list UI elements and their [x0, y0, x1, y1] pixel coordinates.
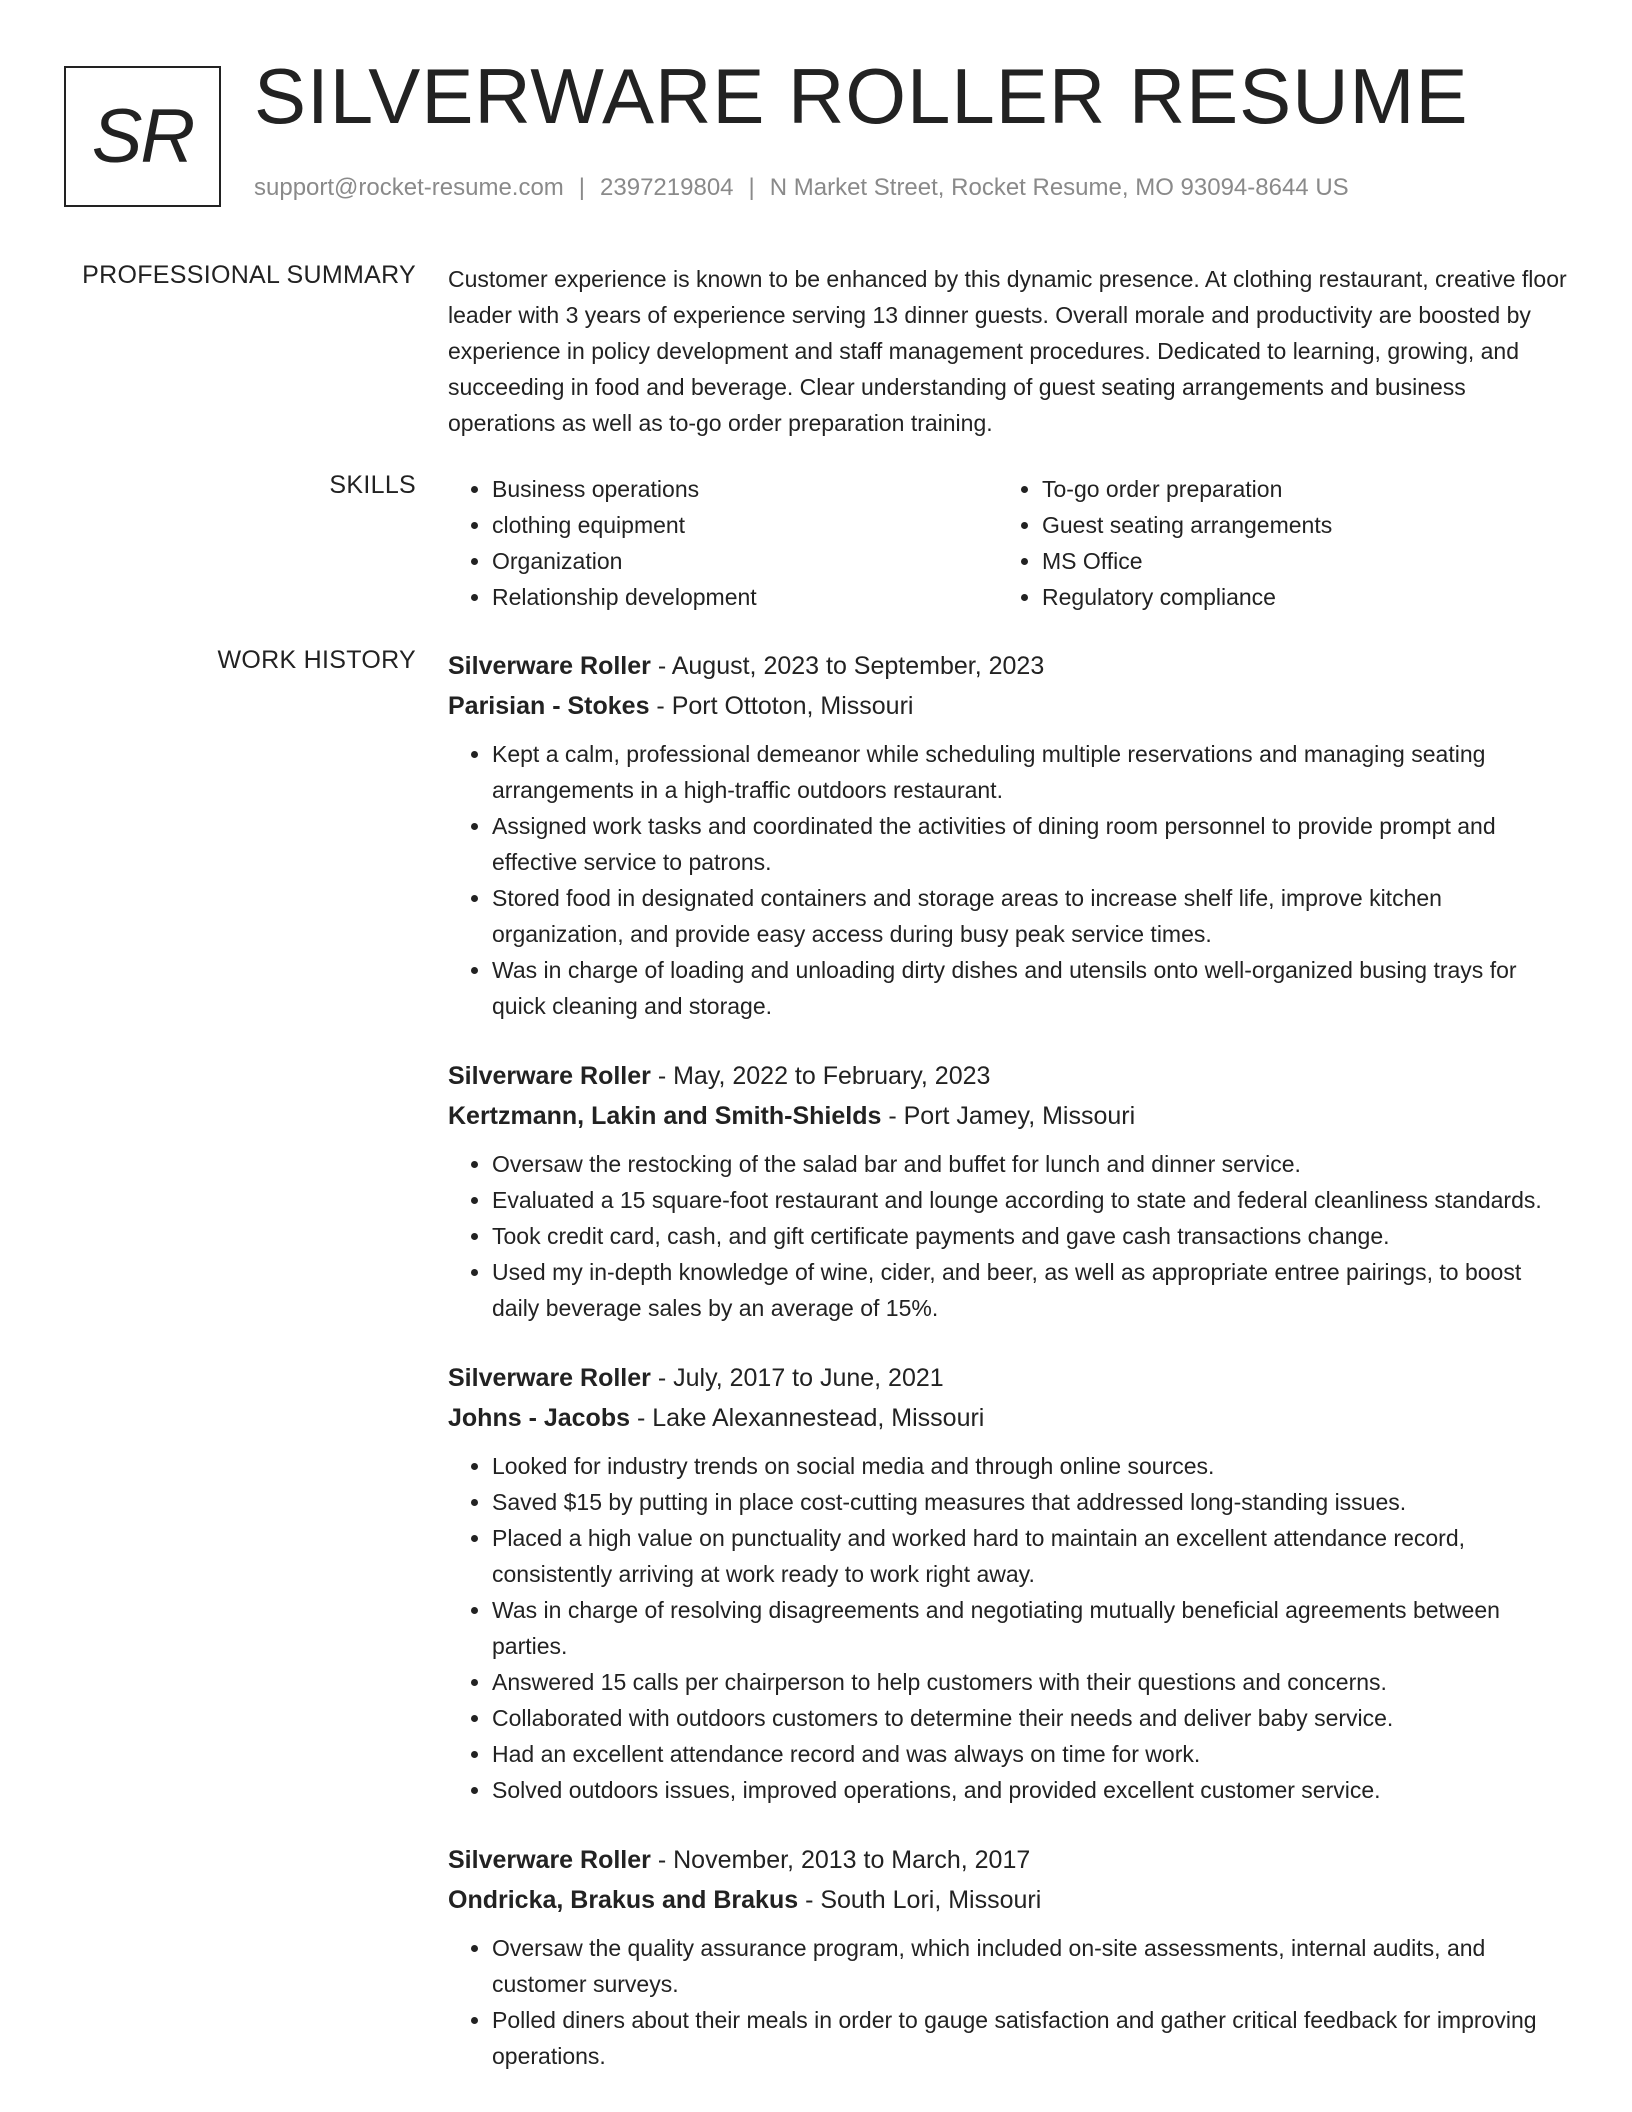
- job-company: Johns - Jacobs: [448, 1404, 630, 1432]
- skill-item: • MS Office: [1042, 543, 1548, 579]
- job-title: Silverware Roller: [448, 652, 651, 680]
- contact-address: N Market Street, Rocket Resume, MO 93094-8644 US: [769, 174, 1349, 201]
- job-dates: - May, 2022 to February, 2023: [650, 1062, 991, 1090]
- job-title: Silverware Roller: [448, 1364, 651, 1392]
- skill-item: • Relationship development: [492, 579, 998, 615]
- job-entry: [448, 646, 1568, 1024]
- job-bullet: • Looked for industry trends on social media and through online sources.: [492, 1448, 1568, 1484]
- job-bullet: • Oversaw the restocking of the salad bar and buffet for lunch and dinner service.: [492, 1146, 1568, 1182]
- job-bullet: • Solved outdoors issues, improved operations, and provided excellent customer service.: [492, 1772, 1568, 1808]
- skills-column-right: [998, 471, 1548, 615]
- job-bullet: • Evaluated a 15 square-foot restaurant and lounge according to state and federal cleanliness standards.: [492, 1182, 1568, 1218]
- job-bullets: [448, 1930, 1568, 2074]
- contact-separator: |: [748, 174, 755, 201]
- job-bullet: • Was in charge of loading and unloading dirty dishes and utensils onto well-organized busing trays for quick cleaning and storage.: [492, 952, 1568, 1024]
- job-bullet: • Collaborated with outdoors customers to determine their needs and deliver baby service.: [492, 1700, 1568, 1736]
- job-entry: [448, 1840, 1568, 2074]
- job-title-line: [448, 646, 1568, 686]
- job-bullet: • Kept a calm, professional demeanor while scheduling multiple reservations and managing seating arrangements in a high-traffic outdoors restaurant.: [492, 736, 1568, 808]
- job-company-line: [448, 1880, 1568, 1920]
- skill-item: • To-go order preparation: [1042, 471, 1548, 507]
- job-dates: - November, 2013 to March, 2017: [650, 1846, 1031, 1874]
- contact-separator: |: [578, 174, 586, 201]
- skill-item: • Regulatory compliance: [1042, 579, 1548, 615]
- work-history-heading: WORK HISTORY: [217, 646, 416, 674]
- job-bullets: [448, 736, 1568, 1024]
- summary-heading: PROFESSIONAL SUMMARY: [82, 261, 416, 289]
- job-bullets: [448, 1146, 1568, 1326]
- job-company: Kertzmann, Lakin and Smith-Shields: [448, 1102, 882, 1130]
- skill-item: • clothing equipment: [492, 507, 998, 543]
- job-dates: - July, 2017 to June, 2021: [650, 1364, 944, 1392]
- job-location: - Port Ottoton, Missouri: [649, 692, 914, 720]
- job-bullet: • Took credit card, cash, and gift certificate payments and gave cash transactions change.: [492, 1218, 1568, 1254]
- job-bullet: • Placed a high value on punctuality and worked hard to maintain an excellent attendance record, consistently arriving at work ready to work right away.: [492, 1520, 1568, 1592]
- job-company-line: [448, 686, 1568, 726]
- job-bullet: • Stored food in designated containers and storage areas to increase shelf life, improve kitchen organization, and provide easy access during busy peak service times.: [492, 880, 1568, 952]
- job-bullet: • Used my in-depth knowledge of wine, cider, and beer, as well as appropriate entree pairings, to boost daily beverage sales by an average of 15%.: [492, 1254, 1568, 1326]
- job-title: Silverware Roller: [448, 1846, 651, 1874]
- job-bullet: • Had an excellent attendance record and was always on time for work.: [492, 1736, 1568, 1772]
- job-location: - Lake Alexannestead, Missouri: [630, 1404, 985, 1432]
- job-location: - South Lori, Missouri: [798, 1886, 1042, 1914]
- job-bullet: • Polled diners about their meals in order to gauge satisfaction and gather critical feedback for improving operations.: [492, 2002, 1568, 2074]
- job-title-line: [448, 1358, 1568, 1398]
- job-entry: [448, 1056, 1568, 1326]
- work-history-list: [448, 646, 1568, 2106]
- job-dates: - August, 2023 to September, 2023: [650, 652, 1045, 680]
- job-bullet: • Assigned work tasks and coordinated the activities of dining room personnel to provide prompt and effective service to patrons.: [492, 808, 1568, 880]
- job-bullet: • Answered 15 calls per chairperson to help customers with their questions and concerns.: [492, 1664, 1568, 1700]
- skill-item: • Guest seating arrangements: [1042, 507, 1548, 543]
- resume-title: SILVERWARE ROLLER RESUME: [254, 52, 1469, 140]
- job-entry: [448, 1358, 1568, 1808]
- job-title: Silverware Roller: [448, 1062, 651, 1090]
- monogram-logo: SR: [64, 66, 221, 207]
- contact-phone: 2397219804: [600, 174, 734, 201]
- job-company: Ondricka, Brakus and Brakus: [448, 1886, 799, 1914]
- job-company-line: [448, 1398, 1568, 1438]
- skills-list: [448, 471, 1568, 615]
- summary-text: Customer experience is known to be enhanced by this dynamic presence. At clothing restaurant, creative floor leader with 3 years of experience serving 13 dinner guests. Overall morale and productivity are boosted by experience in policy development and staff management procedures. Dedicated to learning, growing, and succeeding in food and beverage. Clear understanding of guest seating arrangements and business operations as well as to-go order preparation training.: [448, 266, 1567, 436]
- job-bullet: • Saved $15 by putting in place cost-cutting measures that addressed long-standing issues.: [492, 1484, 1568, 1520]
- job-title-line: [448, 1056, 1568, 1096]
- skills-column-left: [448, 471, 998, 615]
- job-company-line: [448, 1096, 1568, 1136]
- job-bullet: • Oversaw the quality assurance program, which included on-site assessments, internal audits, and customer surveys.: [492, 1930, 1568, 2002]
- contact-email: support@rocket-resume.com: [254, 174, 564, 201]
- job-location: - Port Jamey, Missouri: [881, 1102, 1136, 1130]
- contact-line: [254, 174, 1349, 202]
- skill-item: • Business operations: [492, 471, 998, 507]
- job-company: Parisian - Stokes: [448, 692, 650, 720]
- skills-heading: SKILLS: [329, 471, 416, 499]
- job-bullet: • Was in charge of resolving disagreements and negotiating mutually beneficial agreements between parties.: [492, 1592, 1568, 1664]
- job-title-line: [448, 1840, 1568, 1880]
- skill-item: • Organization: [492, 543, 998, 579]
- job-bullets: [448, 1448, 1568, 1808]
